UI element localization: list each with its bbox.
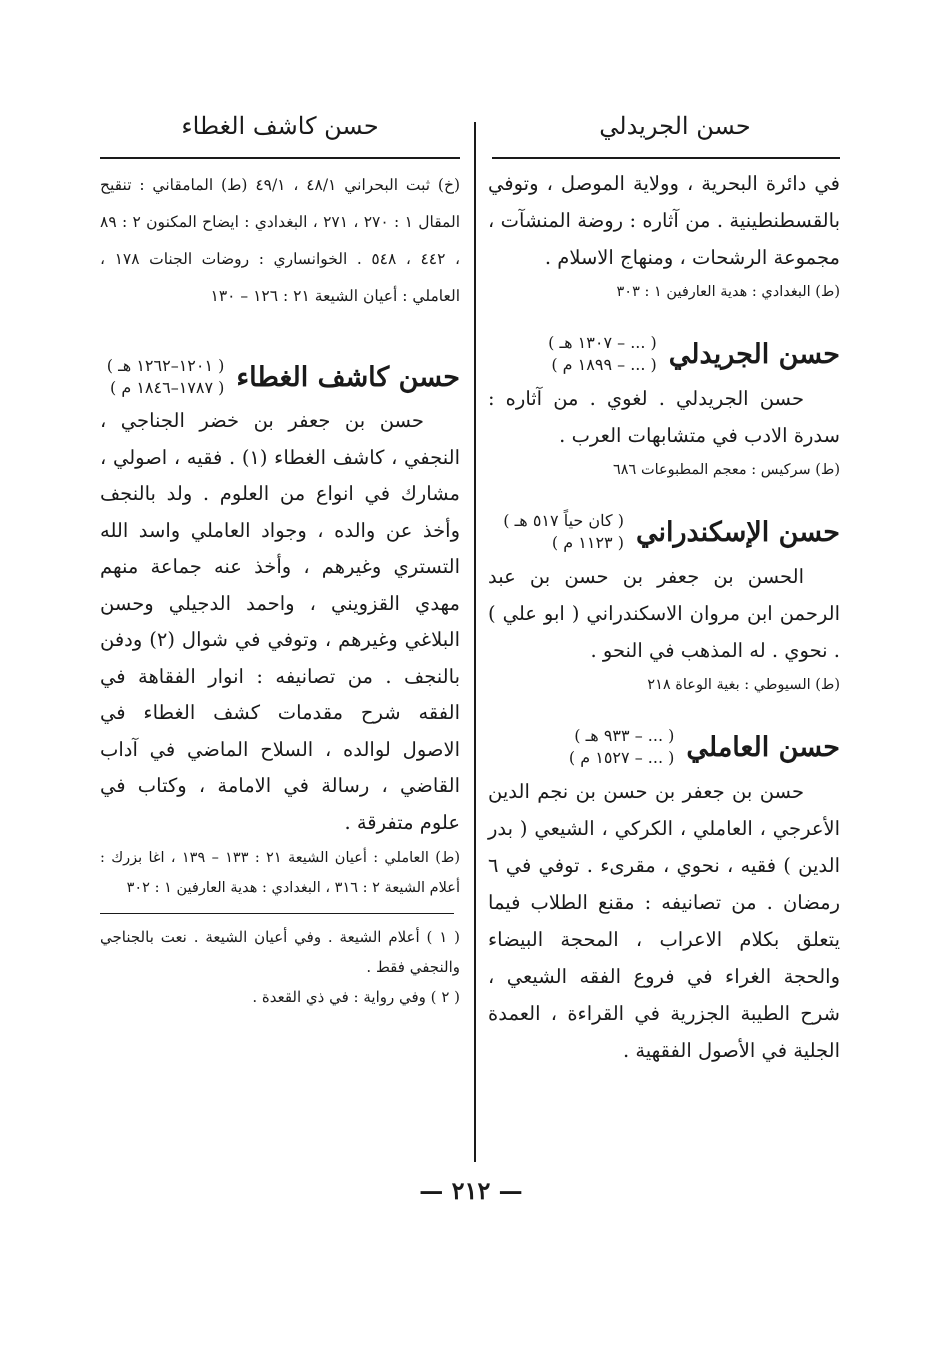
entry-dates	[503, 510, 624, 554]
date-gregorian: ( ١٧٨٧–١٨٤٦ م )	[109, 378, 225, 397]
entry-heading	[488, 510, 840, 554]
date-hijri: ( ١٢٠١–١٢٦٢ هـ )	[106, 356, 225, 375]
column-divider	[474, 122, 476, 1162]
left-column	[100, 165, 460, 1012]
entry-source: (ط) العاملي : أعيان الشيعة ٢١ : ١٣٣ – ١٣٩ ، اغا بزرك : أعلام الشيعة ٢ : ٣١٦ ، البغدادي : هدية العارفين ١ : ٣٠٢	[100, 850, 460, 896]
date-gregorian: ( ... – ١٨٩٩ م )	[551, 355, 657, 374]
entry-text: حسن الجريدلي . لغوي . من آثاره : سدرة الادب في متشابهات العرب .	[488, 387, 840, 447]
right-column	[488, 165, 840, 1069]
page-number: — ٢١٢ —	[419, 1176, 523, 1205]
entry-name: حسن كاشف الغطاء	[236, 361, 460, 393]
entry-name: حسن العاملي	[686, 731, 840, 763]
date-hijri: ( كان حياً ٥١٧ هـ )	[503, 511, 624, 530]
continued-entry-source: (خ) ثبت البحراني ٤٨/١ ، ٤٩/١ (ط) المامقاني : تنقيح المقال ١ : ٢٧٠ ، ٢٧١ ، البغدادي : ايضاح المكنون ٢ : ٨٩ ، ٤٤٢ ، ٥٤٨ . الخوانساري : روضات الجنات ١٧٨ ، العاملي : أعيان الشيعة ٢١ : ١٢٦ – ١٣٠	[100, 176, 461, 305]
footnote-rule	[100, 913, 454, 914]
entry-kashif-al-ghita	[100, 355, 460, 903]
header-rule-right	[492, 157, 840, 159]
running-header-left: حسن كاشف الغطاء	[181, 112, 379, 140]
entry-text: حسن بن جعفر بن خضر الجناجي ، النجفي ، كاشف الغطاء (١) . فقيه ، اصولي ، مشارك في انواع من العلوم . ولد بالنجف وأخذ عن والده ، وجواد العاملي واسد الله التستري وغيرهم ، وأخذ عنه جماعة منهم مهدي القزويني ، واحمد الدجيلي وحسن البلاغي وغيرهم ، وتوفي في شوال (٢) ودفن بالنجف . من تصانيفه : انوار الفقاهة في الفقه شرح مقدمات كشف الغطاء في الاصول لوالده ، السلاح الماضي في آداب القاضي ، رسالة في الامامة ، وكتاب في علوم متفرقة .	[100, 409, 460, 834]
entry-dates	[548, 332, 657, 376]
continued-entry-source: (ط) البغدادي : هدية العارفين ١ : ٣٠٣	[616, 284, 840, 300]
entry-source: (ط) سركيس : معجم المطبوعات ٦٨٦	[612, 462, 840, 478]
date-hijri: ( ... – ٩٣٣ هـ )	[574, 726, 675, 745]
entry-source: (ط) السيوطي : بغية الوعاة ٢١٨	[647, 677, 840, 693]
entry-iskandarani	[488, 510, 840, 699]
continued-entry-text: في دائرة البحرية ، وولاية الموصل ، وتوفي بالقسطنطينية . من آثاره : روضة المنشآت ، مجموعة الرشحات ، ومنهاج الاسلام .	[488, 172, 840, 269]
date-gregorian: ( ... – ١٥٢٧ م )	[568, 748, 675, 767]
header-rule-left	[100, 157, 460, 159]
footnote-2: ( ٢ ) وفي رواية : في ذي القعدة .	[252, 988, 460, 1006]
entry-text: الحسن بن جعفر بن حسن بن عبد الرحمن ابن مروان الاسكندراني ( ابو علي ) . نحوي . له المذهب في النحو .	[488, 565, 840, 662]
running-header-right: حسن الجريدلي	[599, 112, 751, 140]
date-gregorian: ( ١١٢٣ م )	[551, 533, 624, 552]
entry-dates	[107, 355, 225, 399]
entry-jaridli	[488, 332, 840, 484]
entry-heading	[488, 332, 840, 376]
entry-amili	[488, 725, 840, 1069]
entry-heading	[100, 355, 460, 399]
footnote-1: ( ١ ) أعلام الشيعة . وفي أعيان الشيعة . نعت بالجناجي والنجفي فقط .	[100, 928, 460, 976]
entry-name: حسن الإسكندراني	[635, 516, 840, 548]
entry-dates	[569, 725, 674, 769]
entry-text: حسن بن جعفر بن حسن بن نجم الدين الأعرجي ، العاملي ، الكركي ، الشيعي ( بدر الدين ) فقيه ، نحوي ، مقرىء . توفي في ٦ رمضان . من تصانيفه : مقنع الطلاب فيما يتعلق بكلام الاعراب ، المحجة البيضاء والحجة الغراء في فروع الفقه الشيعي ، شرح الطيبة الجزرية في القراءة ، العمدة الجلية في الأصول الفقهية .	[488, 780, 840, 1062]
entry-heading	[488, 725, 840, 769]
entry-name: حسن الجريدلي	[668, 338, 840, 370]
date-hijri: ( ... – ١٣٠٧ هـ )	[548, 333, 657, 352]
